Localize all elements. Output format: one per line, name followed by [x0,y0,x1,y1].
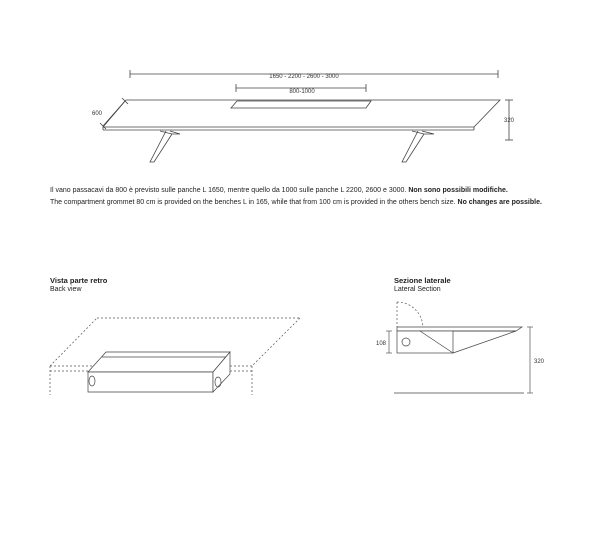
height-dimension-label: 320 [504,118,515,124]
note-italian-bold: Non sono possibili modifiche. [408,187,508,194]
note-italian [50,186,508,195]
grommet-dimension-label: 800-1000 [289,89,315,95]
length-dimension-label: 1650 - 2200 - 2600 - 3000 [269,74,339,80]
note-english-bold: No changes are possible. [457,199,542,206]
note-english-text: The compartment grommet 80 cm is provided on the benches L in 165, while that from 100 cm is provided in the others bench size. [50,199,456,206]
back-view-drawing [50,318,300,395]
bench-overview-drawing [100,70,513,162]
depth-dimension-label: 600 [92,111,103,117]
note-italian-text: Il vano passacavi da 800 è previsto sulle panche L 1650, mentre quello da 1000 sulle panche L 2200, 2600 e 3000. [50,187,407,194]
section-height-dimension-label: 320 [534,359,545,365]
note-english [50,198,542,207]
lateral-section-subtitle: Lateral Section [394,286,441,293]
lateral-section-drawing [386,302,533,393]
back-view-subtitle: Back view [50,286,82,293]
lateral-section-title: Sezione laterale [394,276,451,285]
box-height-dimension-label: 108 [376,341,387,347]
back-view-title: Vista parte retro [50,276,108,285]
